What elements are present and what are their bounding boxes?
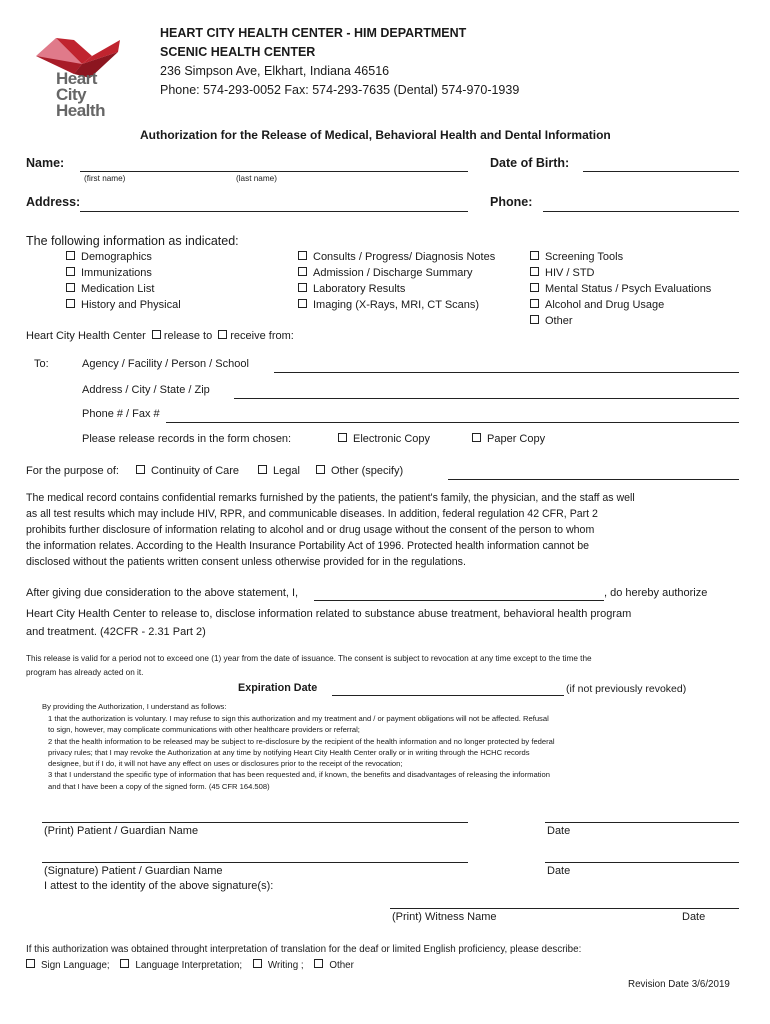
check-continuity[interactable]: Continuity of Care (136, 465, 239, 477)
checkbox-icon[interactable] (298, 267, 307, 276)
check-laboratory[interactable]: Laboratory Results (298, 283, 405, 295)
checkbox-icon[interactable] (26, 959, 35, 968)
check-other-interp[interactable]: Other (314, 960, 354, 971)
address-label: Address: (26, 195, 81, 209)
phone-line[interactable] (543, 211, 739, 212)
checkbox-icon[interactable] (66, 283, 75, 292)
after-giving-text: After giving due consideration to the above statement, I, (26, 587, 299, 599)
witness-label: (Print) Witness Name (392, 911, 497, 923)
dob-line[interactable] (583, 171, 739, 172)
check-mental-status[interactable]: Mental Status / Psych Evaluations (530, 283, 711, 295)
check-consults[interactable]: Consults / Progress/ Diagnosis Notes (298, 251, 495, 263)
phone-fax-line[interactable] (166, 422, 739, 423)
check-immunizations[interactable]: Immunizations (66, 267, 152, 279)
hchc-release-text: Heart City Health Center to release to, disclose information related to substance abuse treatment, behavioral health program (26, 608, 632, 620)
not-revoked-text: (if not previously revoked) (566, 683, 687, 695)
checkbox-icon[interactable] (298, 251, 307, 260)
checkbox-icon[interactable] (120, 959, 129, 968)
checkbox-icon[interactable] (66, 299, 75, 308)
name-line[interactable] (80, 171, 468, 172)
checkbox-icon[interactable] (338, 433, 347, 442)
logo-text-heart: Heart (56, 69, 97, 88)
check-legal[interactable]: Legal (258, 465, 300, 477)
check-admission[interactable]: Admission / Discharge Summary (298, 267, 473, 279)
agency-line[interactable] (274, 372, 739, 373)
checkbox-icon[interactable] (136, 465, 145, 474)
checkbox-icon[interactable] (258, 465, 267, 474)
check-alcohol-drug[interactable]: Alcohol and Drug Usage (530, 299, 664, 311)
name-label: Name: (26, 156, 65, 170)
checkbox-icon[interactable] (472, 433, 481, 442)
checkbox-icon[interactable] (253, 959, 262, 968)
attest-text: I attest to the identity of the above signature(s): (44, 880, 274, 892)
understand-list: 1 that the authorization is voluntary. I may refuse to sign this authorization and my treatment and / or payment obligations will not be affected. Refusal to sign, however, may complicate communications with other healthcare providers or referral; 2 that the health information to be released may be subject to re-disclosure by the recipient of the health information and no longer protected by federal privacy rules; that I may revoke the Authorization at any time by notifying Heart City Health Center orally or in writing through the HCHC records designee, but if I do, it will not have any effect on uses or disclosures prior to the receipt of the revocation; 3 that I understand the specific type of information that has been requested and, if known, the benefits and disadvantages of releasing the information and that I have been a copy of the signed form. (45 CFR 164.508) (48, 714, 555, 791)
date2-line[interactable] (545, 862, 739, 863)
check-lang-interp[interactable]: Language Interpretation; (120, 960, 242, 971)
valid-text-2: program has already acted on it. (26, 668, 144, 677)
revision-date: Revision Date 3/6/2019 (628, 979, 730, 990)
treatment-text: and treatment. (42CFR - 2.31 Part 2) (26, 626, 206, 638)
hereby-text: , do hereby authorize (604, 587, 708, 599)
check-sign-language[interactable]: Sign Language; (26, 960, 110, 971)
header-center: SCENIC HEALTH CENTER (160, 45, 316, 59)
receive-from-checkbox[interactable] (218, 330, 227, 339)
logo-text-city: City (56, 85, 87, 104)
form-title: Authorization for the Release of Medical, Behavioral Health and Dental Information (140, 128, 611, 142)
date3-label: Date (682, 911, 706, 923)
print-patient-label: (Print) Patient / Guardian Name (44, 825, 199, 837)
release-to-checkbox[interactable] (152, 330, 161, 339)
other-specify-line[interactable] (448, 479, 739, 480)
check-medication-list[interactable]: Medication List (66, 283, 154, 295)
check-demographics[interactable]: Demographics (66, 251, 152, 263)
checkbox-icon[interactable] (530, 251, 539, 260)
to-label: To: (34, 358, 49, 370)
address-city-label: Address / City / State / Zip (82, 384, 210, 396)
checkbox-icon[interactable] (298, 299, 307, 308)
first-name-hint: (first name) (84, 174, 126, 183)
sig-patient-label: (Signature) Patient / Guardian Name (44, 865, 223, 877)
checkbox-icon[interactable] (314, 959, 323, 968)
date1-line[interactable] (545, 822, 739, 823)
checkbox-icon[interactable] (298, 283, 307, 292)
authorizer-name-line[interactable] (314, 600, 604, 601)
header-phone: Phone: 574-293-0052 Fax: 574-293-7635 (Dental) 574-970-1939 (160, 83, 520, 97)
phone-label: Phone: (490, 195, 533, 209)
sig-patient-line[interactable] (42, 862, 468, 863)
check-history-physical[interactable]: History and Physical (66, 299, 181, 311)
check-writing[interactable]: Writing ; (253, 960, 304, 971)
interp-options (26, 959, 354, 971)
check-imaging[interactable]: Imaging (X-Rays, MRI, CT Scans) (298, 299, 479, 311)
agency-label: Agency / Facility / Person / School (82, 358, 249, 370)
check-paper[interactable]: Paper Copy (472, 433, 545, 445)
valid-text-1: This release is valid for a period not to exceed one (1) year from the date of issuance. The consent is subject to revocation at any time except to the time the (26, 654, 592, 663)
date2-label: Date (547, 865, 571, 877)
witness-line[interactable] (390, 908, 739, 909)
confidential-notice: The medical record contains confidential remarks furnished by the patients, the patient's family, the physician, and the staff as well as all test results which may include HIV, RPR, and communicable diseases. In addition, federal regulation 42 CFR, Part 2 prohibits further disclosure of information relating to alcohol and or drug usage without the consent of the person to whom the information relates. According to the Health Insurance Portability Act of 1996. Protected health information cannot be disclosed without the patients written consent unless otherwise provided for in the regulations. (26, 492, 635, 568)
checkbox-icon[interactable] (316, 465, 325, 474)
checkbox-icon[interactable] (530, 299, 539, 308)
header-org: HEART CITY HEALTH CENTER - HIM DEPARTMENT (160, 26, 467, 40)
expiration-line[interactable] (332, 695, 564, 696)
check-hiv-std[interactable]: HIV / STD (530, 267, 595, 279)
release-form-label: Please release records in the form chosen: (82, 433, 292, 445)
header-address: 236 Simpson Ave, Elkhart, Indiana 46516 (160, 64, 390, 78)
dob-label: Date of Birth: (490, 156, 570, 170)
last-name-hint: (last name) (236, 174, 277, 183)
checkbox-icon[interactable] (530, 283, 539, 292)
interp-text: If this authorization was obtained throught interpretation of translation for the deaf or limited English proficiency, please describe: (26, 944, 582, 955)
checkbox-icon[interactable] (530, 267, 539, 276)
logo (34, 34, 134, 120)
check-electronic[interactable]: Electronic Copy (338, 433, 430, 445)
purpose-label: For the purpose of: (26, 465, 119, 477)
phone-fax-label: Phone # / Fax # (82, 408, 160, 420)
check-other-info[interactable]: Other (530, 315, 573, 327)
expiration-label: Expiration Date (238, 682, 318, 694)
print-patient-line[interactable] (42, 822, 468, 823)
check-other-specify[interactable]: Other (specify) (316, 465, 403, 477)
date1-label: Date (547, 825, 571, 837)
address-city-line[interactable] (234, 398, 739, 399)
checkbox-icon[interactable] (66, 251, 75, 260)
understand-text: By providing the Authorization, I understand as follows: (42, 702, 227, 711)
address-line[interactable] (80, 211, 468, 212)
checkbox-icon[interactable] (530, 315, 539, 324)
check-screening[interactable]: Screening Tools (530, 251, 623, 263)
logo-text-health: Health (56, 101, 105, 120)
checkbox-icon[interactable] (66, 267, 75, 276)
info-label: The following information as indicated: (26, 234, 239, 248)
release-direction: Heart City Health Center release to receive from: (26, 330, 294, 342)
